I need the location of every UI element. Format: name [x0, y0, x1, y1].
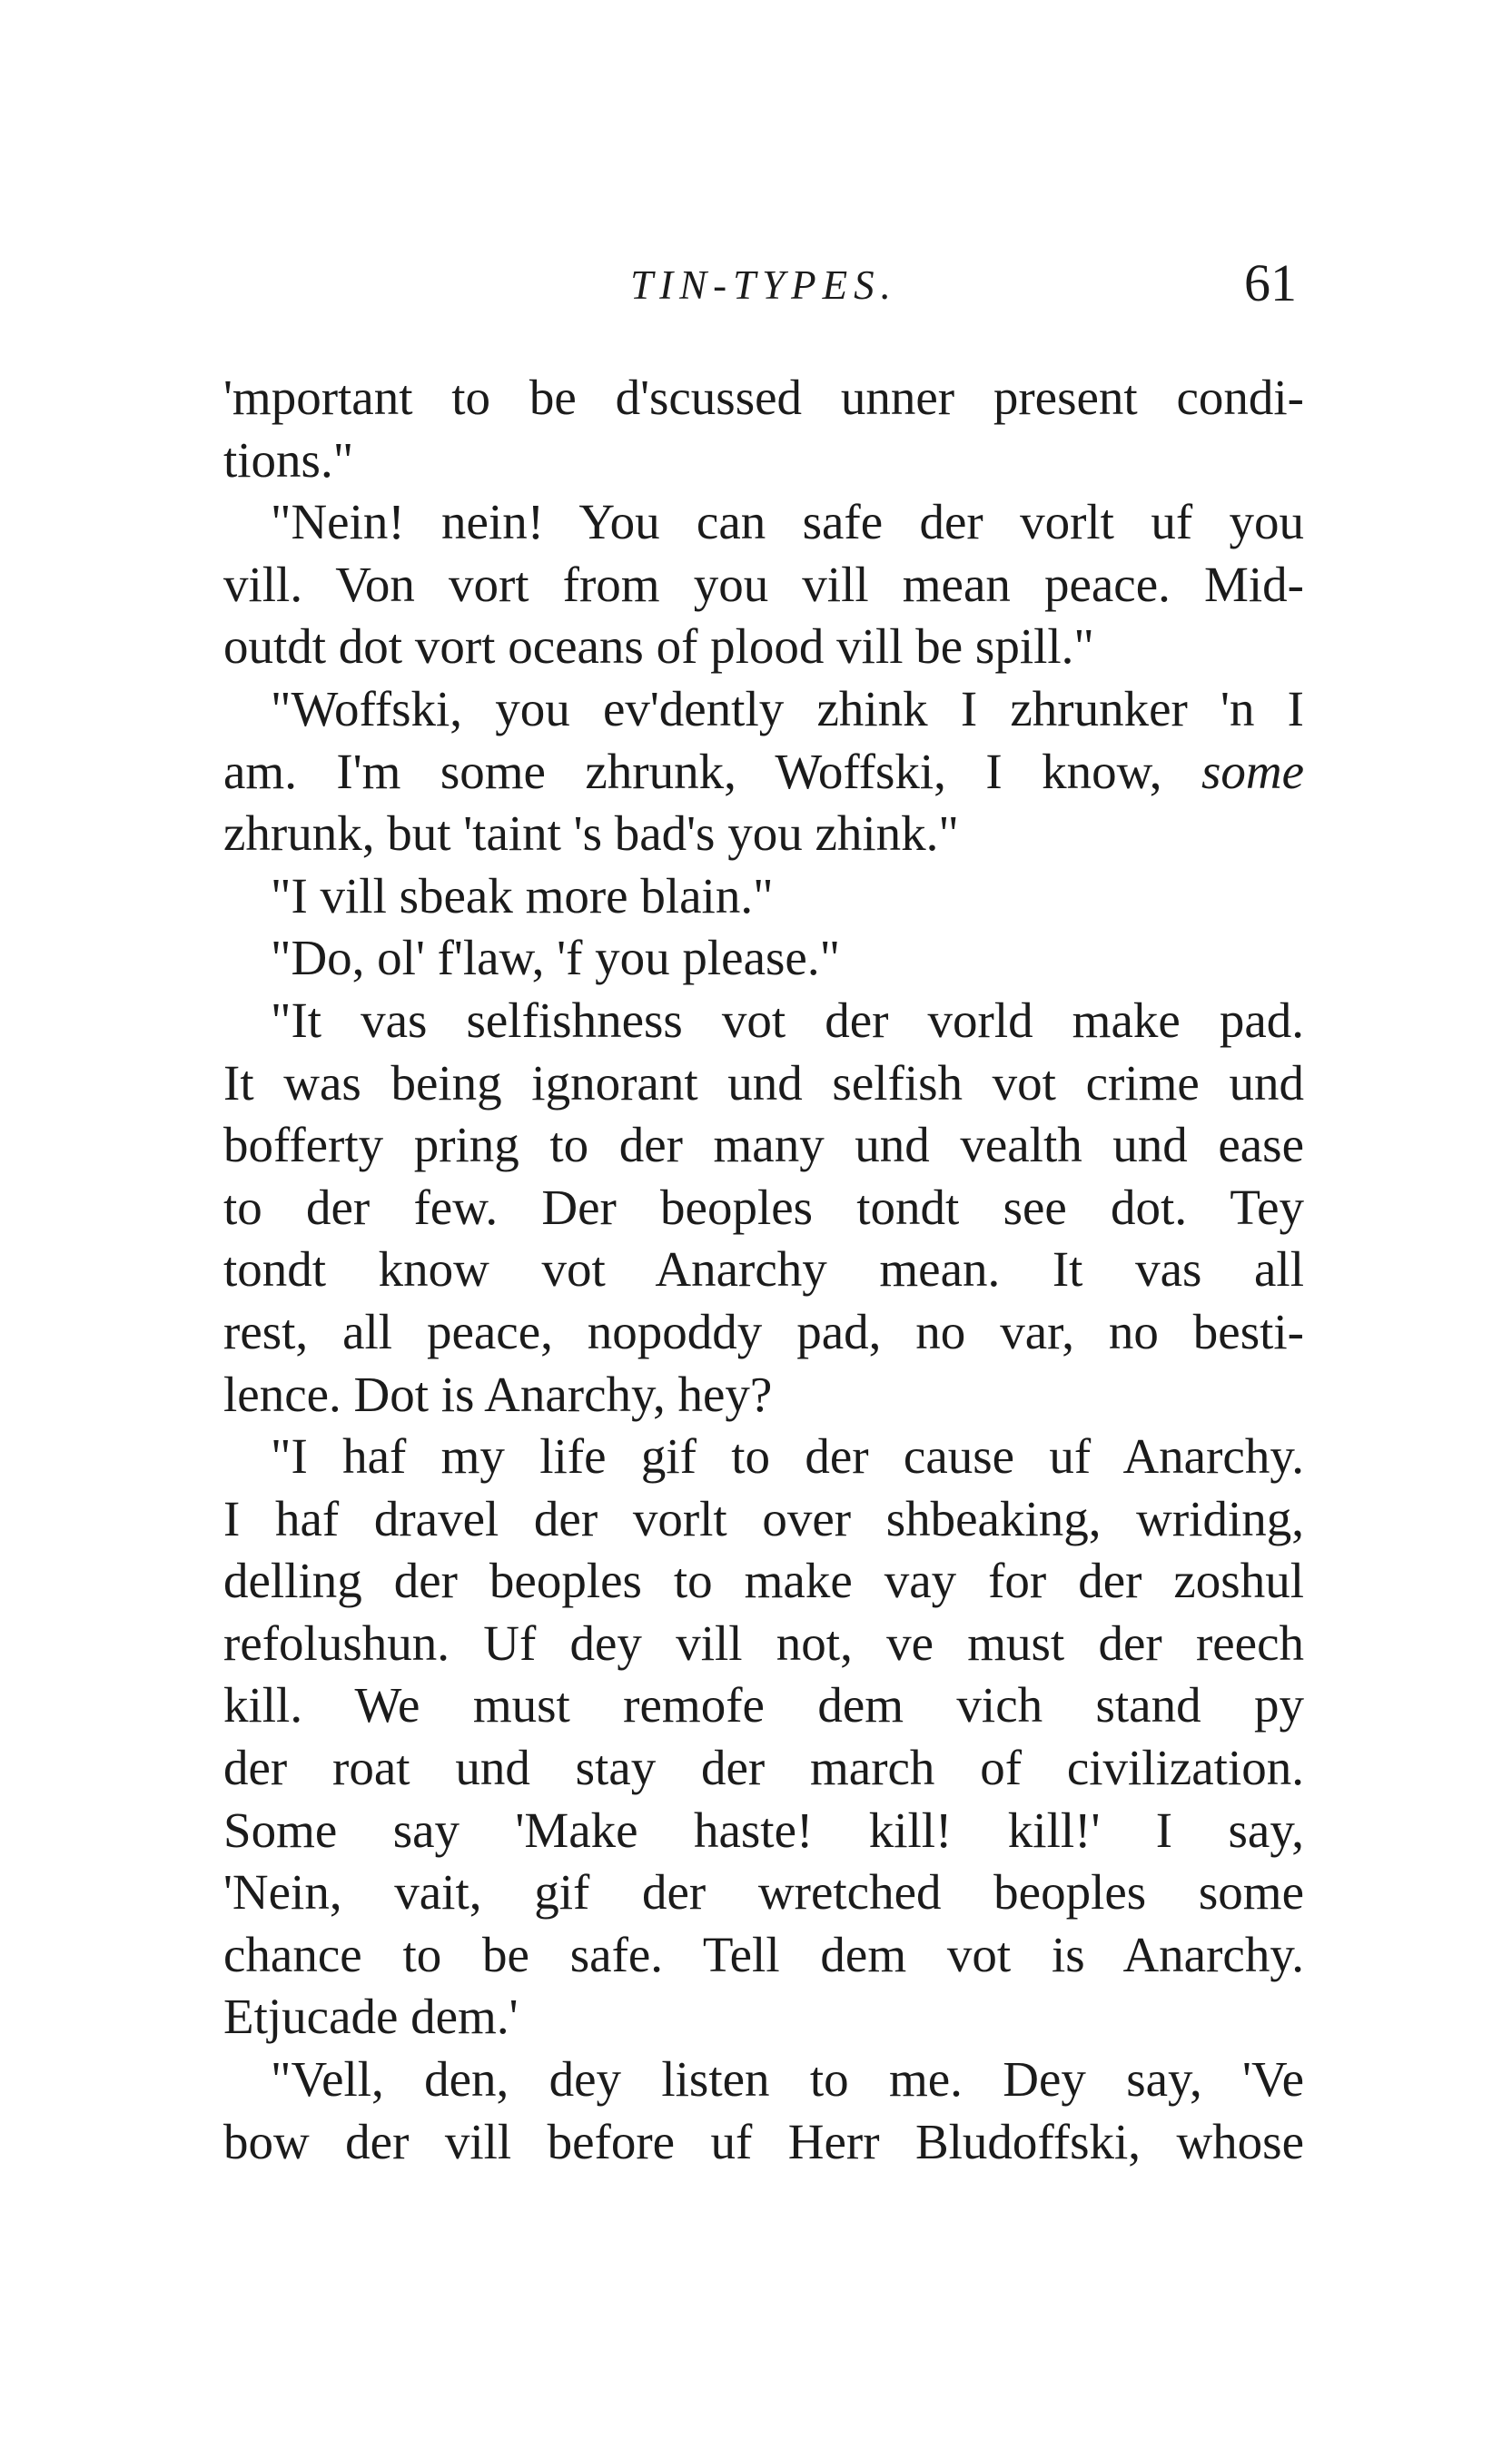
text-line: refolushun. Uf dey vill not, ve must der reech	[223, 1615, 1304, 1671]
text-line: 'Nein, vait, gif der wretched beoples some	[223, 1864, 1304, 1921]
text-line: zhrunk, but 'taint 's bad's you zhink."	[223, 805, 959, 862]
text-line: "Vell, den, dey listen to me. Dey say, 'Ve	[271, 2051, 1304, 2108]
text-line: It was being ignorant und selfish vot crime und	[223, 1054, 1304, 1111]
text-line: "Do, ol' f'law, 'f you please."	[271, 930, 841, 986]
text-line: rest, all peace, nopoddy pad, no var, no besti-	[223, 1303, 1304, 1359]
text-line: 'mportant to be d'scussed unner present condi-	[223, 370, 1304, 425]
text-line: Etjucade dem.'	[223, 1989, 519, 2045]
text-line: to der few. Der beoples tondt see dot. Tey	[223, 1179, 1304, 1235]
text-line: tions."	[223, 431, 354, 488]
text-line-with-emphasis	[223, 741, 1304, 804]
text-line: bow der vill before uf Herr Bludoffski, whose	[223, 2113, 1304, 2169]
text-line: delling der beoples to make vay for der zoshul	[223, 1553, 1304, 1609]
text-line-segment: am. I'm some zhrunk, Woffski, I know,	[223, 743, 1162, 799]
text-line: outdt dot vort oceans of plood vill be spill."	[223, 618, 1094, 675]
page-number: 61	[1244, 253, 1297, 312]
text-line: vill. Von vort from you vill mean peace. Mid-	[223, 556, 1304, 612]
text-line: "I vill sbeak more blain."	[271, 867, 774, 923]
text-line: "It vas selfishness vot der vorld make pad.	[271, 992, 1304, 1048]
text-line: tondt know vot Anarchy mean. It vas all	[223, 1241, 1304, 1298]
text-line: I haf dravel der vorlt over shbeaking, wriding,	[223, 1490, 1304, 1546]
running-head	[223, 252, 1304, 325]
text-line: "I haf my life gif to der cause uf Anarchy.	[271, 1428, 1304, 1485]
italic-word: some	[1201, 743, 1304, 799]
text-line: "Woffski, you ev'dently zhink I zhrunker 'n I	[271, 680, 1304, 736]
text-line: der roat und stay der march of civilization.	[223, 1740, 1304, 1796]
text-line: lence. Dot is Anarchy, hey?	[223, 1366, 773, 1422]
text-line: kill. We must remofe dem vich stand py	[223, 1677, 1304, 1733]
text-line: bofferty pring to der many und vealth und ease	[223, 1117, 1304, 1173]
running-title: TIN-TYPES.	[630, 262, 897, 308]
text-line: Some say 'Make haste! kill! kill!' I say,	[223, 1802, 1304, 1858]
text-line: "Nein! nein! You can safe der vorlt uf you	[271, 494, 1304, 550]
body-text	[223, 367, 1304, 2173]
text-line: chance to be safe. Tell dem vot is Anarchy.	[223, 1926, 1304, 1982]
